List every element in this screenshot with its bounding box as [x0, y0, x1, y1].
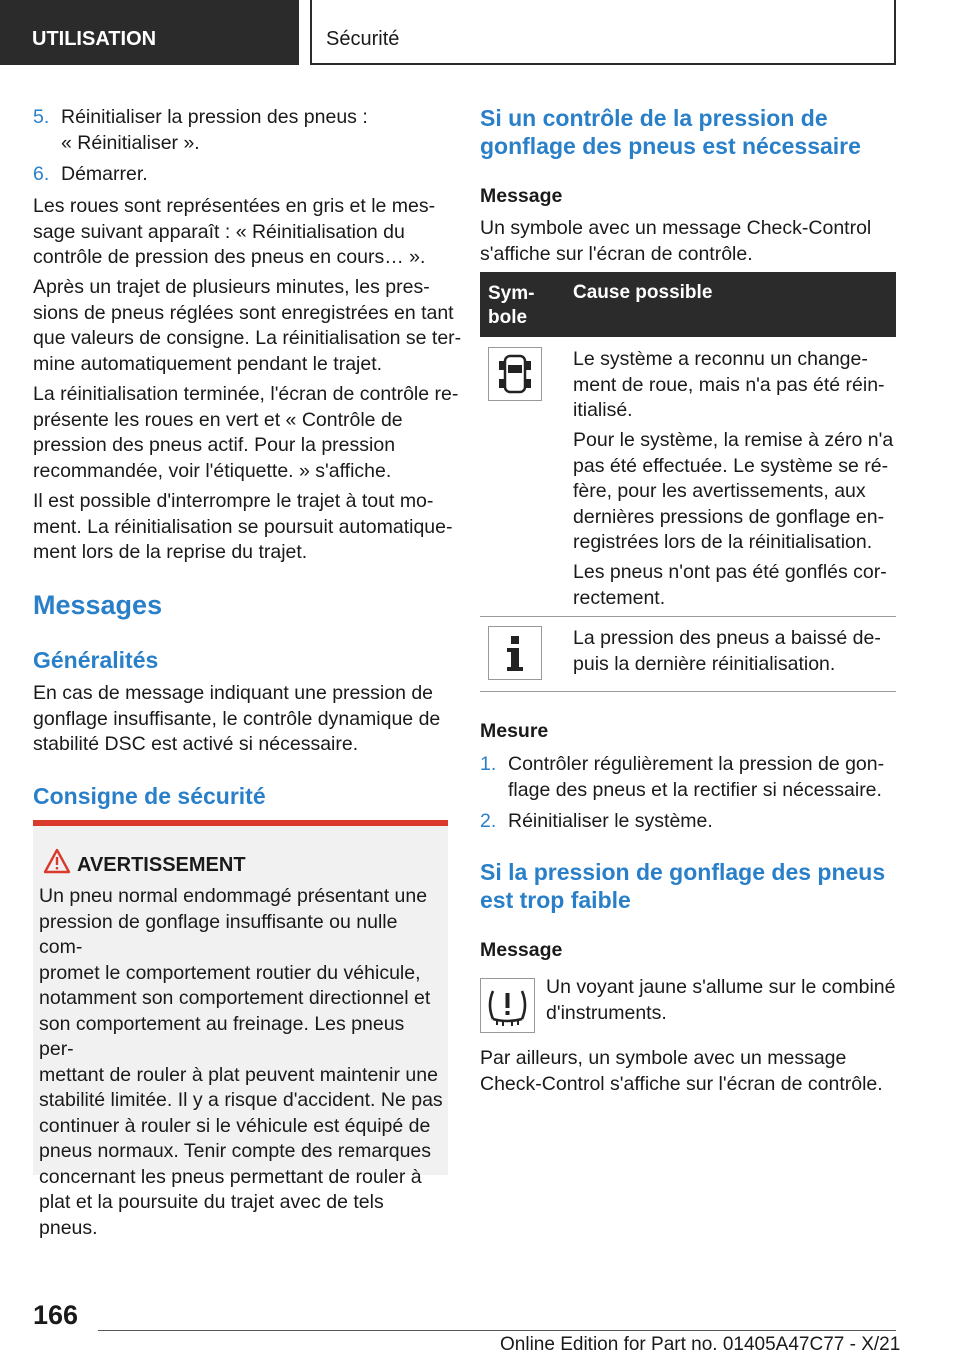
table-header: [480, 272, 896, 337]
column-header-cause: Cause possible: [573, 282, 713, 303]
symbol-cell-info: [488, 626, 542, 680]
text-line: notamment son comportement directionnel et: [39, 987, 431, 1009]
text-line: plat et la poursuite du trajet avec de tels pneus.: [39, 1191, 384, 1239]
heading-messages: Messages: [33, 590, 163, 620]
text-line: stabilité limitée. Il y a risque d'accident. Ne pas: [39, 1089, 443, 1111]
text-line: concernant les pneus permettant de rouler à: [39, 1165, 422, 1188]
text-line: dernières pressions de gonflage en-: [573, 505, 885, 528]
text-line: s'affiche sur l'écran de contrôle.: [480, 242, 753, 265]
tire-pressure-warning-icon: [481, 979, 534, 1032]
heading-line: gonflage des pneus est nécessaire: [480, 133, 861, 159]
cause-not-inflated: [573, 560, 896, 611]
subheading-message-2: Message: [480, 939, 563, 961]
table-bottom-rule: [480, 691, 896, 692]
text-line: présente les roues en vert et « Contrôle de: [33, 408, 403, 431]
text-line: itialisé.: [573, 399, 633, 421]
text-line: Il est possible d'interrompre le trajet à tout mo-: [33, 490, 434, 512]
chapter-header: [310, 0, 896, 65]
text-line: mettant de rouler à plat peuvent maintenir une: [39, 1063, 438, 1086]
text-line: gonflage insuffisante, le contrôle dynamique de: [33, 707, 441, 730]
footer-rule: [98, 1330, 896, 1331]
car-tire-icon: [489, 348, 541, 400]
text-line: sions de pneus réglées sont enregistrées en tant: [33, 301, 454, 324]
section-tab: [0, 0, 299, 65]
paragraph-interrupt: [33, 489, 452, 566]
text-line: Par ailleurs, un symbole avec un message: [480, 1047, 847, 1069]
heading-check-required: [480, 104, 861, 160]
text-line: pression de gonflage insuffisante ou nulle com-: [39, 910, 398, 958]
text-line: puis la dernière réinitialisation.: [573, 652, 836, 675]
text-line: En cas de message indiquant une pression de: [33, 682, 434, 704]
cause-pressure-dropped: [573, 626, 896, 677]
step-text-line: Réinitialiser la pression des pneus :: [61, 106, 368, 128]
text-line: Les roues sont représentées en gris et le mes-: [33, 195, 436, 217]
step-number: 5.: [33, 106, 50, 128]
table-row-divider: [480, 616, 896, 617]
cause-wheel-change: [573, 347, 896, 424]
step-number: 1.: [480, 753, 497, 775]
column-header-symbol: [488, 282, 534, 330]
paragraph-check-control-2: [480, 1046, 883, 1097]
text-line: ment. La réinitialisation se poursuit automatique-: [33, 515, 453, 538]
text-line: contrôle de pression des pneus en cours… ».: [33, 246, 426, 268]
step-text-line: flage des pneus et la rectifier si nécessaire.: [508, 778, 882, 801]
paragraph-wheels-grey: [33, 194, 435, 271]
paragraph-dsc: [33, 681, 440, 758]
text-line: La pression des pneus a baissé de-: [573, 627, 881, 649]
paragraph-yellow-light: [546, 975, 896, 1026]
text-line: Un voyant jaune s'allume sur le combiné: [546, 976, 896, 998]
symbol-cell-wheel-change: [488, 347, 542, 401]
chapter-title: Sécurité: [326, 28, 400, 50]
step-text: Démarrer.: [61, 163, 148, 185]
warning-triangle-icon: [43, 848, 71, 874]
heading-generalites: Généralités: [33, 647, 159, 673]
text-line: pression des pneus actif. Pour la pression: [33, 434, 396, 456]
section-title: UTILISATION: [32, 28, 157, 50]
warning-title: AVERTISSEMENT: [77, 854, 246, 876]
warning-box: [33, 820, 448, 1239]
paragraph-after-trip: [33, 275, 461, 377]
text-line: registrées lors de la réinitialisation.: [573, 531, 873, 553]
header-line: Sym-: [488, 283, 535, 304]
step-text-line: Contrôler régulièrement la pression de gon-: [508, 753, 885, 775]
text-line: mine automatiquement pendant le trajet.: [33, 352, 383, 375]
info-icon: [489, 627, 541, 679]
heading-line: Si un contrôle de la pression de: [480, 105, 828, 131]
text-line: Un pneu normal endommagé présentant une: [39, 885, 428, 907]
text-line: que valeurs de consigne. La réinitialisation se ter-: [33, 327, 462, 349]
step-number: 6.: [33, 163, 50, 185]
text-line: sage suivant apparaît : « Réinitialisation du: [33, 220, 405, 243]
text-line: Les pneus n'ont pas été gonflés cor-: [573, 561, 887, 583]
heading-pressure-too-low: [480, 858, 885, 914]
text-line: fère, pour les avertissements, aux: [573, 480, 866, 502]
warning-text: [39, 884, 443, 1241]
text-line: pneus normaux. Tenir compte des remarques: [39, 1140, 432, 1162]
text-line: son comportement au freinage. Les pneus per-: [39, 1012, 405, 1060]
text-line: pas été effectuée. Le système se ré-: [573, 454, 889, 477]
text-line: continuer à rouler si le véhicule est équipé de: [39, 1114, 431, 1137]
heading-consigne: Consigne de sécurité: [33, 783, 266, 809]
text-line: Le système a reconnu un change-: [573, 348, 868, 370]
text-line: Check-Control s'affiche sur l'écran de contrôle.: [480, 1072, 883, 1095]
edition-note: Online Edition for Part no. 01405A47C77 - X/21: [500, 1334, 901, 1355]
text-line: ment de roue, mais n'a pas été réin-: [573, 373, 885, 396]
text-line: stabilité DSC est activé si nécessaire.: [33, 733, 359, 755]
symbol-cell-tpms: [480, 978, 535, 1033]
text-line: d'instruments.: [546, 1001, 667, 1024]
step-number: 2.: [480, 810, 497, 832]
cause-reset-not-done: [573, 428, 896, 556]
text-line: Pour le système, la remise à zéro n'a: [573, 429, 894, 451]
subheading-message: Message: [480, 185, 563, 207]
header-line: bole: [488, 307, 528, 328]
heading-line: est trop faible: [480, 887, 631, 913]
text-line: ment lors de la reprise du trajet.: [33, 541, 308, 563]
text-line: La réinitialisation terminée, l'écran de contrôle re-: [33, 383, 459, 405]
text-line: recommandée, voir l'étiquette. » s'affiche.: [33, 459, 392, 482]
paragraph-check-control: [480, 216, 871, 267]
text-line: Un symbole avec un message Check-Control: [480, 217, 872, 239]
subheading-mesure: Mesure: [480, 720, 549, 742]
text-line: Après un trajet de plusieurs minutes, les pres-: [33, 276, 430, 298]
page-number: 166: [33, 1300, 79, 1330]
heading-line: Si la pression de gonflage des pneus: [480, 859, 886, 885]
step-text-line: « Réinitialiser ».: [61, 131, 200, 154]
text-line: rectement.: [573, 586, 666, 609]
step-text: Réinitialiser le système.: [508, 810, 713, 832]
paragraph-reset-done: [33, 382, 458, 484]
text-line: promet le comportement routier du véhicule,: [39, 961, 421, 984]
